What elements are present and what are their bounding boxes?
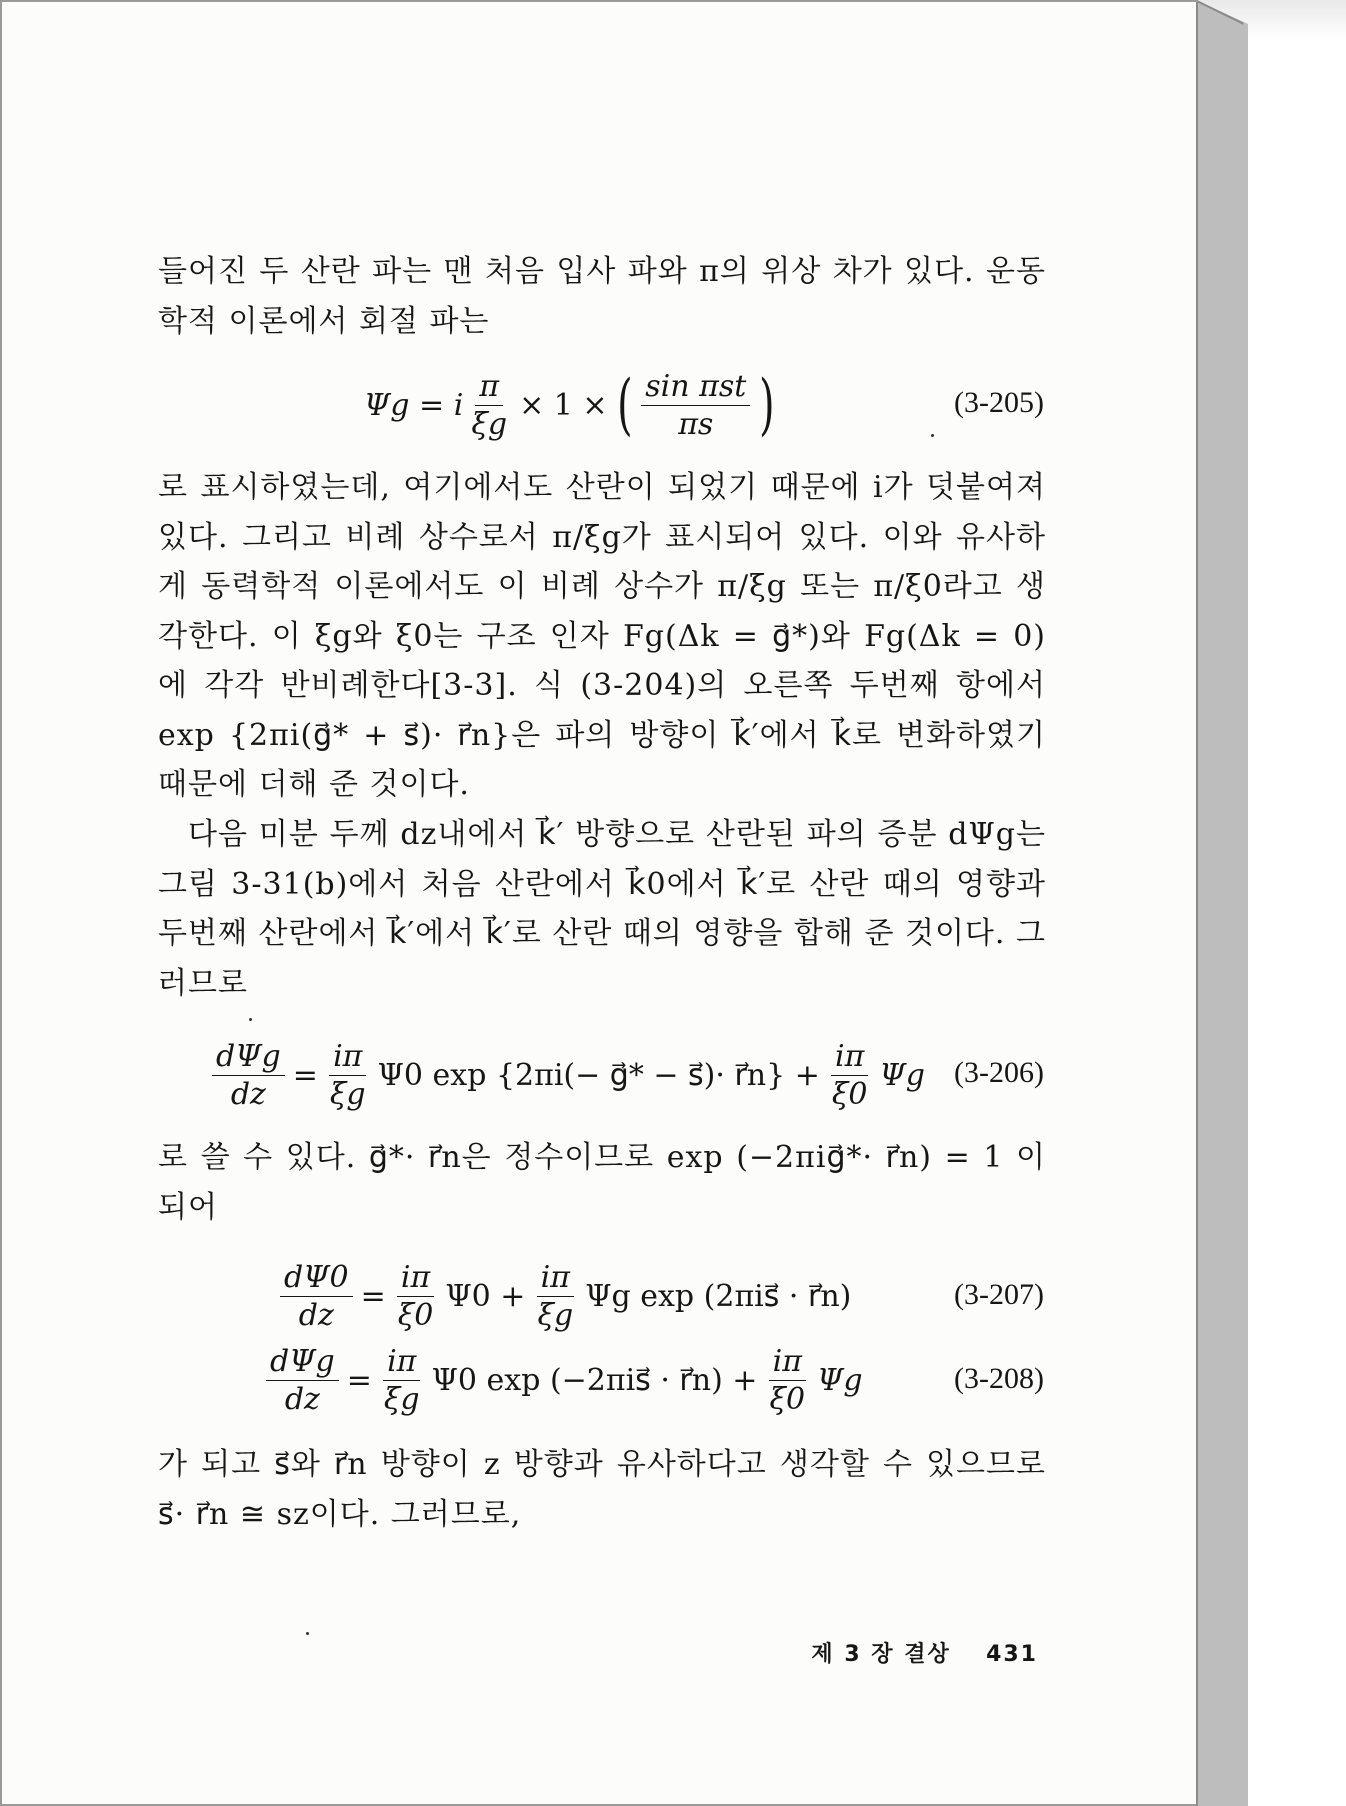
eq-3-206-frac2: $\frac{i\pi}{\xi 0}$ <box>831 1038 868 1112</box>
print-speck <box>931 434 934 437</box>
eq-3-206-lhs: $\frac{\text{dΨg}}{dz}$ <box>212 1040 285 1111</box>
page-number: 431 <box>986 1642 1038 1667</box>
equation-number: (3-207) <box>954 1278 1044 1311</box>
eq-3-206-term1: Ψ0 exp {2πi(− g⃗* − s⃗)· r⃗n} + <box>377 1057 820 1093</box>
paragraph-body: 로 표시하였는데, 여기에서도 산란이 되었기 때문에 i가 덧붙여져 있다. 그리고 비례 상수로서 π/ξg가 표시되어 있다. 이와 유사하게 동력학적 이론에서도 이 비례 상수가 π/ξg 또는 π/ξ0라고 생각한다. 이 ξg와 ξ0는 구조 인자 Fg(Δk = g⃗*)와 Fg(Δk = 0)에 각각 반비례한다[3-3]. 식 (3-204)의 오른쪽 두번째 항에서 exp {2πi(g⃗* + s⃗)· r⃗n}은 파의 방향이 k⃗′에서 k⃗로 변화하였기 때문에 더해 준 것이다. <box>158 470 1046 802</box>
print-speck <box>249 1018 252 1021</box>
eq-3-207-lhs: $\frac{d\Psi 0}{dz}$ <box>280 1261 353 1332</box>
page-footer <box>158 1637 1038 1668</box>
eq-3-205-frac1: $\frac{\pi}{\xi g}$ <box>471 368 508 442</box>
equation-3-208: $\frac{\text{dΨg}}{dz}$ = $\frac{i\pi}{\xi g}$ Ψ0 exp (−2πis⃗ · r⃗n) + $\frac{i\pi}{\xi 0}$ Ψg (3-208) <box>158 1336 1046 1424</box>
paragraph-intro: 들어진 두 산란 파는 맨 처음 입사 파와 π의 위상 차가 있다. 운동학적 이론에서 회절 파는 <box>158 254 1046 339</box>
eq-3-207-frac1: $\frac{i\pi}{\xi 0}$ <box>397 1259 434 1333</box>
equation-number: (3-206) <box>954 1056 1044 1089</box>
eq-3-205-lhs: Ψg = i <box>364 387 464 423</box>
eq-3-208-frac2: $\frac{i\pi}{\xi 0}$ <box>769 1343 806 1417</box>
book-page-edge <box>1196 0 1248 1806</box>
paragraph-conclusion: 가 되고 s⃗와 r⃗n 방향이 z 방향과 유사하다고 생각할 수 있으므로 s⃗· r⃗n ≅ sz이다. 그러므로, <box>158 1447 1046 1532</box>
eq-3-207-frac2: $\frac{i\pi}{\xi g}$ <box>537 1259 574 1333</box>
page-top-border <box>2 0 1198 2</box>
eq-3-208-frac1: $\frac{i\pi}{\xi g}$ <box>383 1343 420 1417</box>
eq-3-208-term1: Ψ0 exp (−2πis⃗ · r⃗n) + <box>431 1362 758 1398</box>
chapter-title: 제 3 장 결상 <box>811 1642 951 1667</box>
equation-3-206: $\frac{\text{dΨg}}{dz}$ = $\frac{i\pi}{\xi g}$ Ψ0 exp {2πi(− g⃗* − s⃗)· r⃗n} + $\frac{i\pi}{\xi 0}$ Ψg (3-206) <box>158 1030 1046 1120</box>
eq-3-207-term2: Ψg exp (2πis⃗ · r⃗n) <box>585 1278 852 1314</box>
eq-3-205-mid: × 1 × <box>519 387 608 423</box>
eq-3-207-term1: Ψ0 + <box>445 1278 526 1314</box>
eq-3-206-term2: Ψg <box>879 1057 926 1093</box>
print-speck <box>306 1632 309 1635</box>
equation-number: (3-205) <box>954 386 1044 419</box>
eq-3-205-open-paren: ( <box>616 366 633 443</box>
book-edge-line <box>1196 0 1198 1806</box>
equation-3-207: $\frac{d\Psi 0}{dz}$ = $\frac{i\pi}{\xi 0}$ Ψ0 + $\frac{i\pi}{\xi g}$ Ψg exp (2πis⃗ · r⃗n) (3-207) <box>158 1252 1046 1340</box>
eq-3-206-frac1: $\frac{i\pi}{\xi g}$ <box>329 1038 366 1112</box>
paragraph-integer: 로 쓸 수 있다. g⃗*· r⃗n은 정수이므로 exp (−2πig⃗*· r⃗n) = 1 이 되어 <box>158 1140 1046 1225</box>
paragraph-differential: 다음 미분 두께 dz내에서 k⃗′ 방향으로 산란된 파의 증분 dΨg는 그림 3-31(b)에서 처음 산란에서 k⃗0에서 k⃗′로 산란 때의 영향과 두번째 산란에서 k⃗′에서 k⃗′로 산란 때의 영향을 합해 준 것이다. 그러므로 <box>158 817 1046 1001</box>
eq-3-208-term2: Ψg <box>817 1362 863 1398</box>
eq-3-205-close-paren: ) <box>759 366 775 443</box>
eq-3-208-lhs: $\frac{\text{dΨg}}{dz}$ <box>266 1345 339 1416</box>
equation-3-205 <box>158 362 1046 448</box>
eq-3-205-frac2: $\frac{\text{sin πst}}{\pi s}$ <box>641 370 750 441</box>
equation-number: (3-208) <box>954 1362 1044 1395</box>
